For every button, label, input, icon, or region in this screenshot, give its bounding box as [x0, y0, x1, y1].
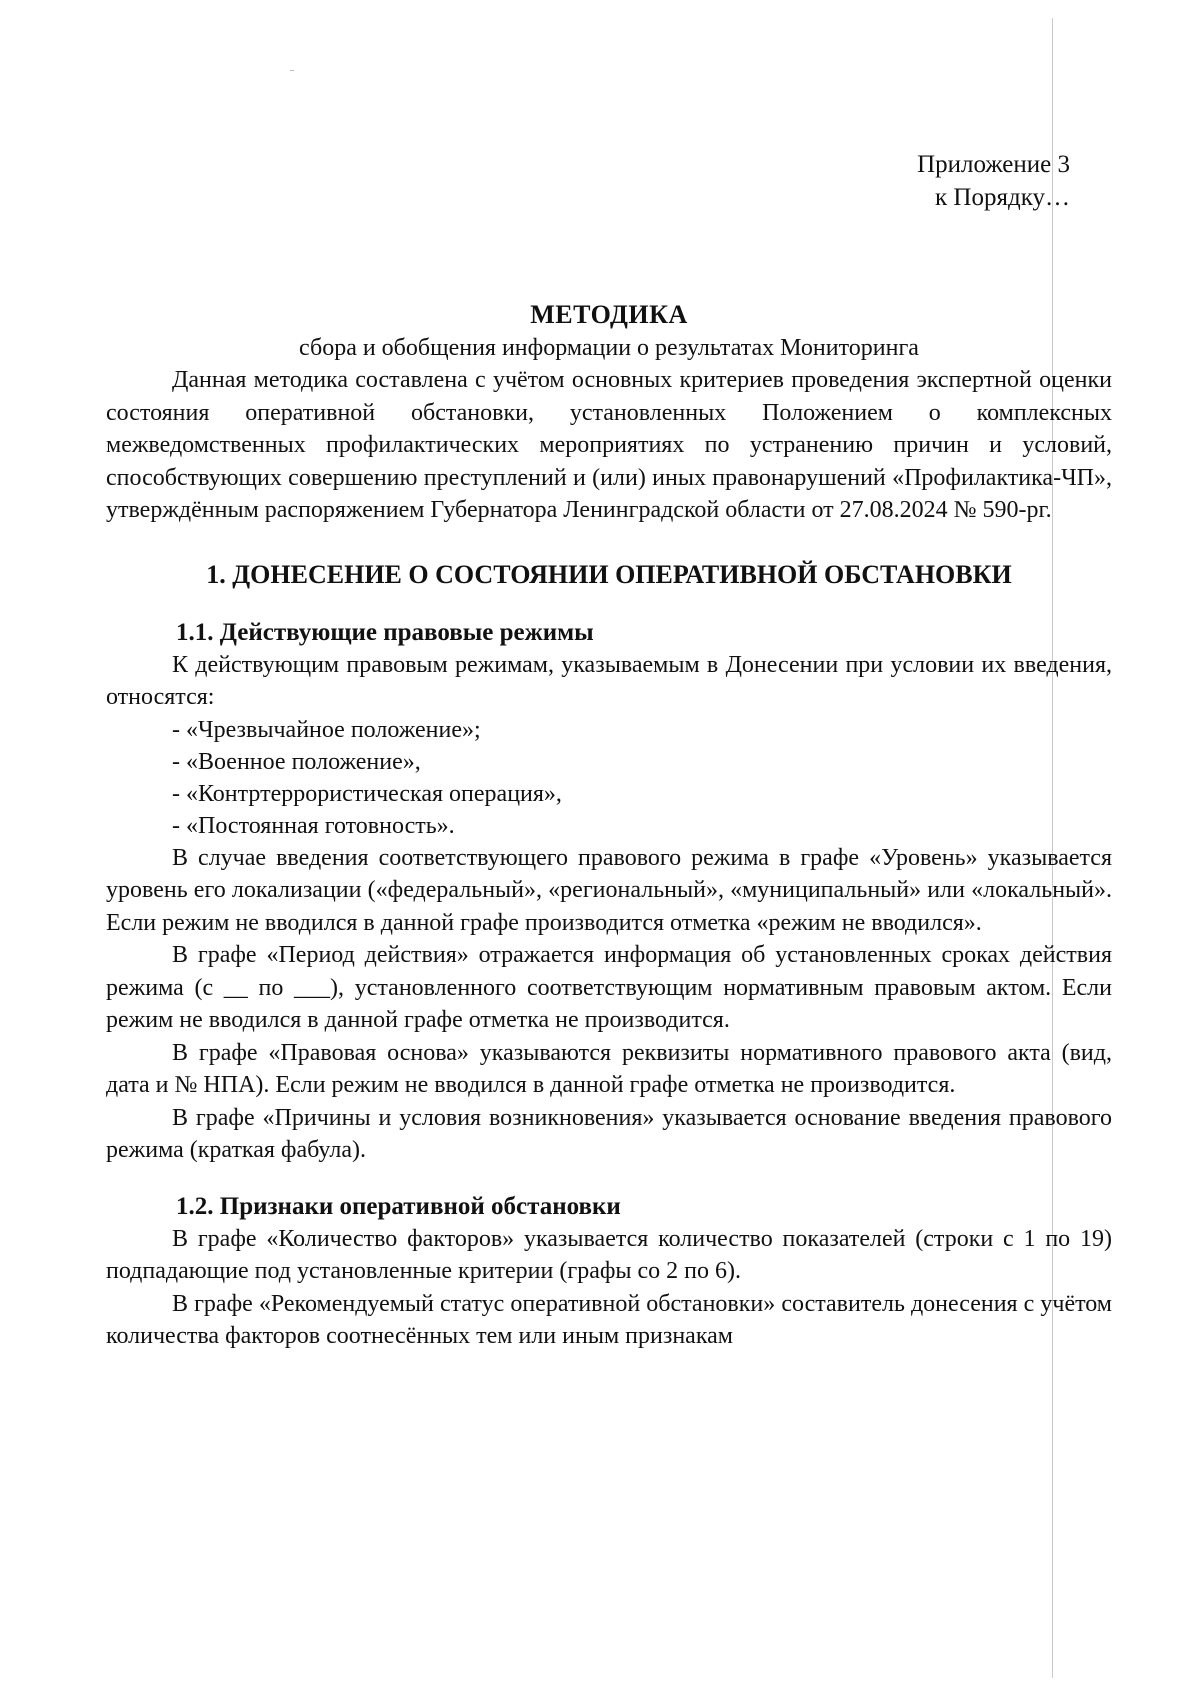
list-item: - «Военное положение», — [172, 748, 421, 775]
document-title: МЕТОДИКА — [530, 300, 688, 329]
appendix-line-1: Приложение 3 — [917, 151, 1070, 178]
section-1-title: 1. ДОНЕСЕНИЕ О СОСТОЯНИИ ОПЕРАТИВНОЙ ОБСТАНОВКИ — [206, 559, 1012, 589]
list-item: - «Постоянная готовность». — [172, 812, 455, 839]
appendix-line-2: к Порядку… — [935, 184, 1070, 211]
paragraph-legal-basis: В графе «Правовая основа» указываются реквизиты нормативного правового акта (вид, дата и № НПА). Если режим не вводился в данной графе отметка не производится. — [106, 1039, 1112, 1098]
subsection-1-1-title: 1.1. Действующие правовые режимы — [176, 618, 594, 646]
paragraph-factor-count: В графе «Количество факторов» указывается количество показателей (строки с 1 по 19) подпадающие под установленные критерии (графы со 2 по 6). — [106, 1225, 1112, 1284]
document-page — [106, 148, 1112, 1353]
scan-artifact-dot — [290, 70, 294, 71]
document-subtitle: сбора и обобщения информации о результатах Мониторинга — [299, 335, 919, 361]
paragraph-recommended-status: В графе «Рекомендуемый статус оперативной обстановки» составитель донесения с учётом количества факторов соотнесённых тем или иным признакам — [106, 1290, 1112, 1349]
list-item: - «Контртеррористическая операция», — [172, 780, 562, 807]
paragraph-level: В случае введения соответствующего правового режима в графе «Уровень» указывается уровень его локализации («федеральный», «региональный», «муниципальный» или «локальный». Если режим не вводился в данной графе производится отметка «режим не вводился». — [106, 844, 1112, 936]
list-item: - «Чрезвычайное положение»; — [172, 716, 481, 743]
paragraph-causes: В графе «Причины и условия возникновения» указывается основание введения правового режима (краткая фабула). — [106, 1104, 1112, 1163]
intro-paragraph: Данная методика составлена с учётом основных критериев проведения экспертной оценки состояния оперативной обстановки, установленных Положением о комплексных межведомственных профилактических мероприятиях по устранению причин и условий, способствующих совершению преступлений и (или) иных правонарушений «Профилактика-ЧП», утверждённым распоряжением Губернатора Ленинградской области от 27.08.2024 № 590-рг. — [106, 367, 1112, 523]
appendix-reference — [106, 148, 1070, 214]
subsection-1-2-title: 1.2. Признаки оперативной обстановки — [176, 1192, 621, 1220]
paragraph-period: В графе «Период действия» отражается информация об установленных сроках действия режима (с __ по ___), установленного соответствующим нормативным правовым актом. Если режим не вводился в данной графе отметка не производится. — [106, 942, 1112, 1033]
subsection-1-1-lead: К действующим правовым режимам, указываемым в Донесении при условии их введения, относятся: — [106, 651, 1112, 710]
